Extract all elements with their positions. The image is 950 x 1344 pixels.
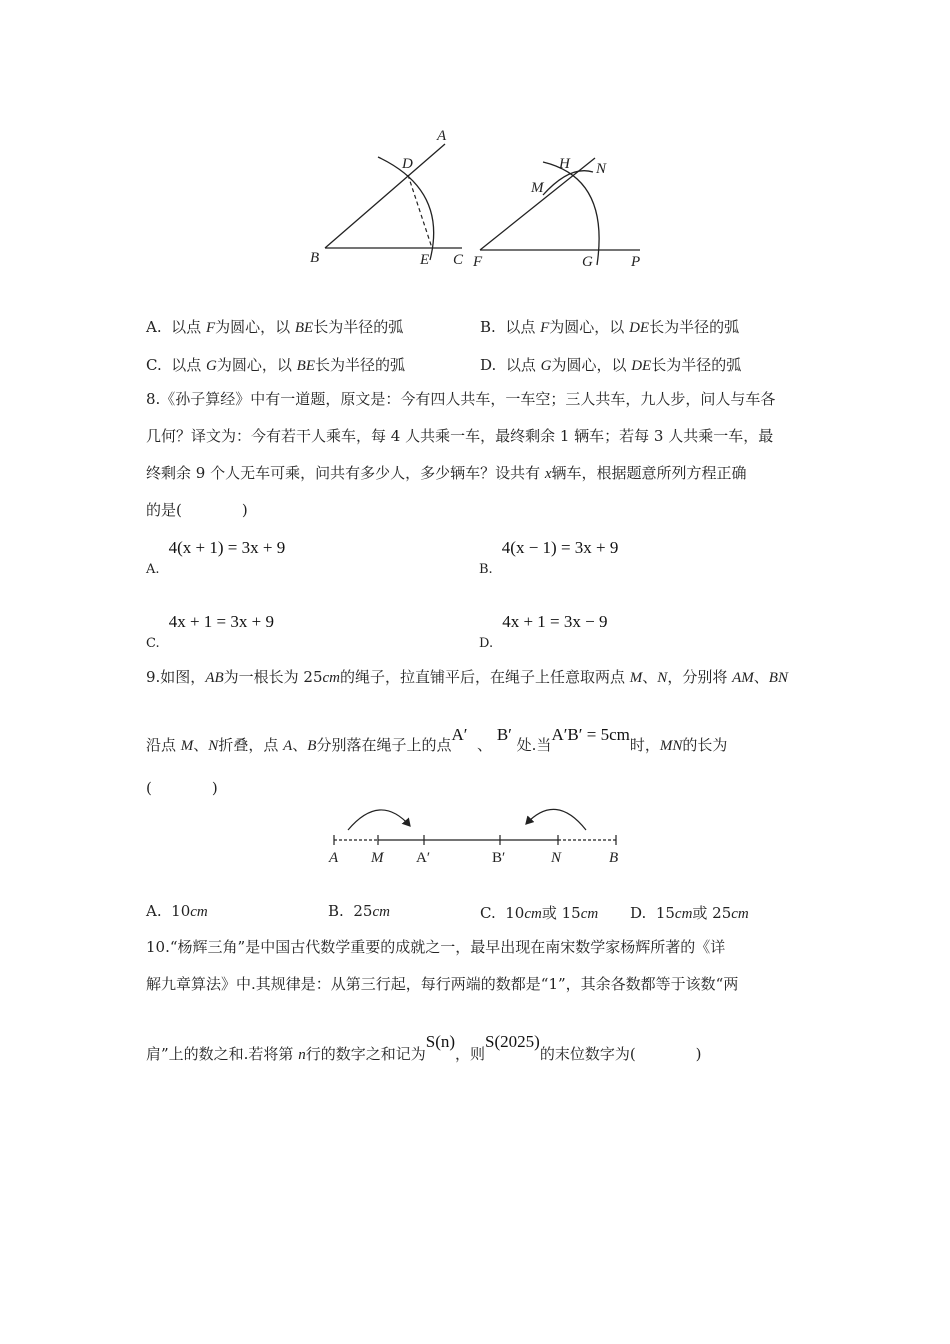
option-prefix: A.: [146, 562, 160, 577]
q9-option-a[interactable]: [146, 902, 208, 921]
q9-option-d[interactable]: [630, 902, 749, 923]
option-point: G: [540, 358, 552, 374]
option-prefix: C.: [146, 636, 160, 651]
option-prefix: A.: [146, 318, 162, 336]
q9-text: 的绳子，拉直铺平后，在绳子上任意取两点: [340, 668, 630, 686]
q10-line-2: 解九章算法》中.其规律是：从第三行起，每行两端的数都是“1”，其余各数都等于该数“两: [146, 975, 739, 993]
q9-text: 为一根长为 25: [223, 668, 323, 686]
q8-option-d[interactable]: [479, 612, 608, 651]
q7-option-d[interactable]: [480, 354, 741, 375]
q9-figure: [320, 800, 640, 870]
option-text: 以点: [171, 356, 207, 374]
q10-math: S(n): [425, 1032, 456, 1051]
rope-label-a-prime: A′: [416, 850, 431, 866]
option-equation: 4(x + 1) = 3x + 9: [168, 538, 286, 557]
option-point: F: [205, 320, 216, 336]
q9-text: 的长为: [682, 736, 728, 754]
q9-var: MN: [659, 738, 683, 754]
option-prefix: B.: [328, 902, 344, 920]
q9-var: N: [657, 670, 668, 686]
arc-de: [378, 157, 434, 260]
label-f: F: [473, 254, 483, 270]
q9-line-2: [146, 725, 728, 755]
option-segment: BE: [296, 358, 315, 374]
option-prefix: C.: [480, 904, 496, 922]
q10-text: 行的数字之和记为: [305, 1045, 426, 1063]
q9-var: M: [180, 738, 194, 754]
label-d: D: [402, 156, 413, 172]
q9-text: 处.当: [516, 736, 552, 754]
label-b: B: [310, 250, 320, 266]
q8-variable: x: [544, 466, 552, 482]
label-a: A: [437, 128, 447, 144]
rope-label-b: B: [609, 850, 619, 866]
q9-var: B: [307, 738, 317, 754]
option-prefix: D.: [630, 904, 647, 922]
option-segment: DE: [631, 358, 652, 374]
q9-text: 沿点: [146, 736, 181, 754]
q9-math: A′: [451, 725, 468, 744]
q9-var: M: [629, 670, 643, 686]
q8-option-b[interactable]: [479, 538, 619, 577]
option-text: 为圆心，以: [549, 318, 630, 336]
option-equation: 4x + 1 = 3x + 9: [168, 612, 274, 631]
option-text: 长为半径的弧: [649, 318, 740, 336]
q9-unit: cm: [322, 670, 340, 686]
q9-text: ，分别将: [667, 668, 733, 686]
option-text: 15: [655, 904, 675, 922]
q9-text: 、: [193, 736, 209, 754]
q10-text: 肩”上的数之和.若将第: [146, 1045, 299, 1063]
option-equation: 4x + 1 = 3x − 9: [502, 612, 608, 631]
fold-arrow-left: [348, 810, 410, 830]
q9-var: AM: [732, 670, 754, 686]
q10-line-1: 10.“杨辉三角”是中国古代数学重要的成就之一，最早出现在南宋数学家杨辉所著的《详: [146, 938, 726, 956]
q9-var: BN: [768, 670, 788, 686]
q7-option-b[interactable]: [480, 316, 739, 337]
q7-figure-right: [465, 140, 655, 270]
option-text: 为圆心，以: [551, 356, 632, 374]
option-text: 长为半径的弧: [315, 356, 406, 374]
q8-option-c[interactable]: [146, 612, 274, 651]
q8-line-1: 8.《孙子算经》中有一道题，原文是：今有四人共车，一车空；三人共车，九人步，问人与车各: [146, 390, 776, 408]
rope-label-a: A: [329, 850, 339, 866]
q9-math: B′: [496, 725, 512, 744]
option-equation: 4(x − 1) = 3x + 9: [501, 538, 619, 557]
q9-text: 、: [753, 668, 769, 686]
q9-var: AB: [205, 670, 224, 686]
option-text: 为圆心，以: [215, 318, 295, 336]
q8-text: 终剩余 9 个人无车可乘，问共有多少人，多少辆车？设共有: [146, 464, 545, 482]
ray-ba: [325, 144, 445, 248]
q10-var: n: [298, 1047, 306, 1063]
option-text: 以点: [505, 318, 541, 336]
option-point: F: [540, 320, 550, 336]
option-unit: cm: [372, 904, 390, 920]
rope-label-m: M: [371, 850, 384, 866]
option-text: 以点: [171, 318, 206, 336]
option-prefix: D.: [480, 356, 497, 374]
option-prefix: B.: [480, 318, 496, 336]
label-c: C: [453, 252, 464, 268]
q7-option-c[interactable]: [146, 354, 405, 375]
fold-arrow-right: [526, 809, 586, 830]
q9-var: A: [283, 738, 293, 754]
option-unit: cm: [731, 906, 749, 922]
option-unit: cm: [524, 906, 542, 922]
rope-label-b-prime: B′: [492, 850, 506, 866]
option-prefix: D.: [479, 636, 494, 651]
q9-text: 、: [642, 668, 658, 686]
option-text: 长为半径的弧: [313, 318, 404, 336]
label-m: M: [531, 180, 544, 196]
q9-line-1: [146, 666, 788, 687]
option-text: 10: [505, 904, 525, 922]
option-prefix: A.: [146, 902, 162, 920]
option-unit: cm: [674, 906, 693, 922]
q8-line-3: [146, 462, 747, 483]
option-segment: DE: [629, 320, 650, 336]
q10-line-3: [146, 1032, 702, 1064]
q8-line-4: 的是( ): [146, 501, 248, 519]
option-unit: cm: [190, 904, 208, 920]
q9-text: 分别落在绳子上的点: [316, 736, 452, 754]
q8-text: 辆车，根据题意所列方程正确: [551, 464, 747, 482]
q10-math: S(2025): [485, 1032, 540, 1051]
option-segment: BE: [294, 320, 314, 336]
q9-math: A′B′ = 5cm: [551, 725, 630, 744]
label-p: P: [631, 254, 641, 270]
rope-label-n: N: [551, 850, 562, 866]
q9-text: 、: [477, 736, 493, 754]
q9-text: 时，: [629, 736, 660, 754]
option-text: 25: [353, 902, 373, 920]
label-e: E: [420, 252, 430, 268]
q8-option-a[interactable]: [146, 538, 286, 577]
option-point: G: [206, 358, 217, 374]
arc-small: [543, 171, 593, 195]
option-text: 以点: [505, 356, 541, 374]
option-text: 或 15: [541, 904, 581, 922]
q7-figure-left: [300, 120, 480, 270]
q10-text: 的末位数字为( ): [539, 1045, 702, 1063]
q9-option-b[interactable]: [328, 902, 390, 921]
option-text: 为圆心，以: [216, 356, 297, 374]
q9-text: 折叠，点: [218, 736, 284, 754]
option-text: 10: [171, 902, 191, 920]
q8-line-2: 几何？译文为：今有若干人乘车，每 4 人共乘一车，最终剩余 1 辆车；若每 3 人共乘一车，最: [146, 427, 774, 445]
q9-var: N: [208, 738, 219, 754]
q9-text: 9.如图，: [146, 668, 206, 686]
q9-option-c[interactable]: [480, 902, 598, 923]
label-h: H: [559, 156, 570, 172]
label-n: N: [596, 161, 607, 177]
option-prefix: B.: [479, 562, 493, 577]
dashed-de: [408, 175, 432, 248]
option-unit: cm: [580, 906, 599, 922]
q7-option-a[interactable]: [146, 316, 403, 337]
q9-line-3: ( ): [146, 779, 218, 797]
option-text: 长为半径的弧: [651, 356, 742, 374]
label-g: G: [582, 254, 593, 270]
q10-text: ，则: [455, 1045, 486, 1063]
option-prefix: C.: [146, 356, 162, 374]
q9-text: 、: [292, 736, 308, 754]
option-text: 或 25: [692, 904, 732, 922]
